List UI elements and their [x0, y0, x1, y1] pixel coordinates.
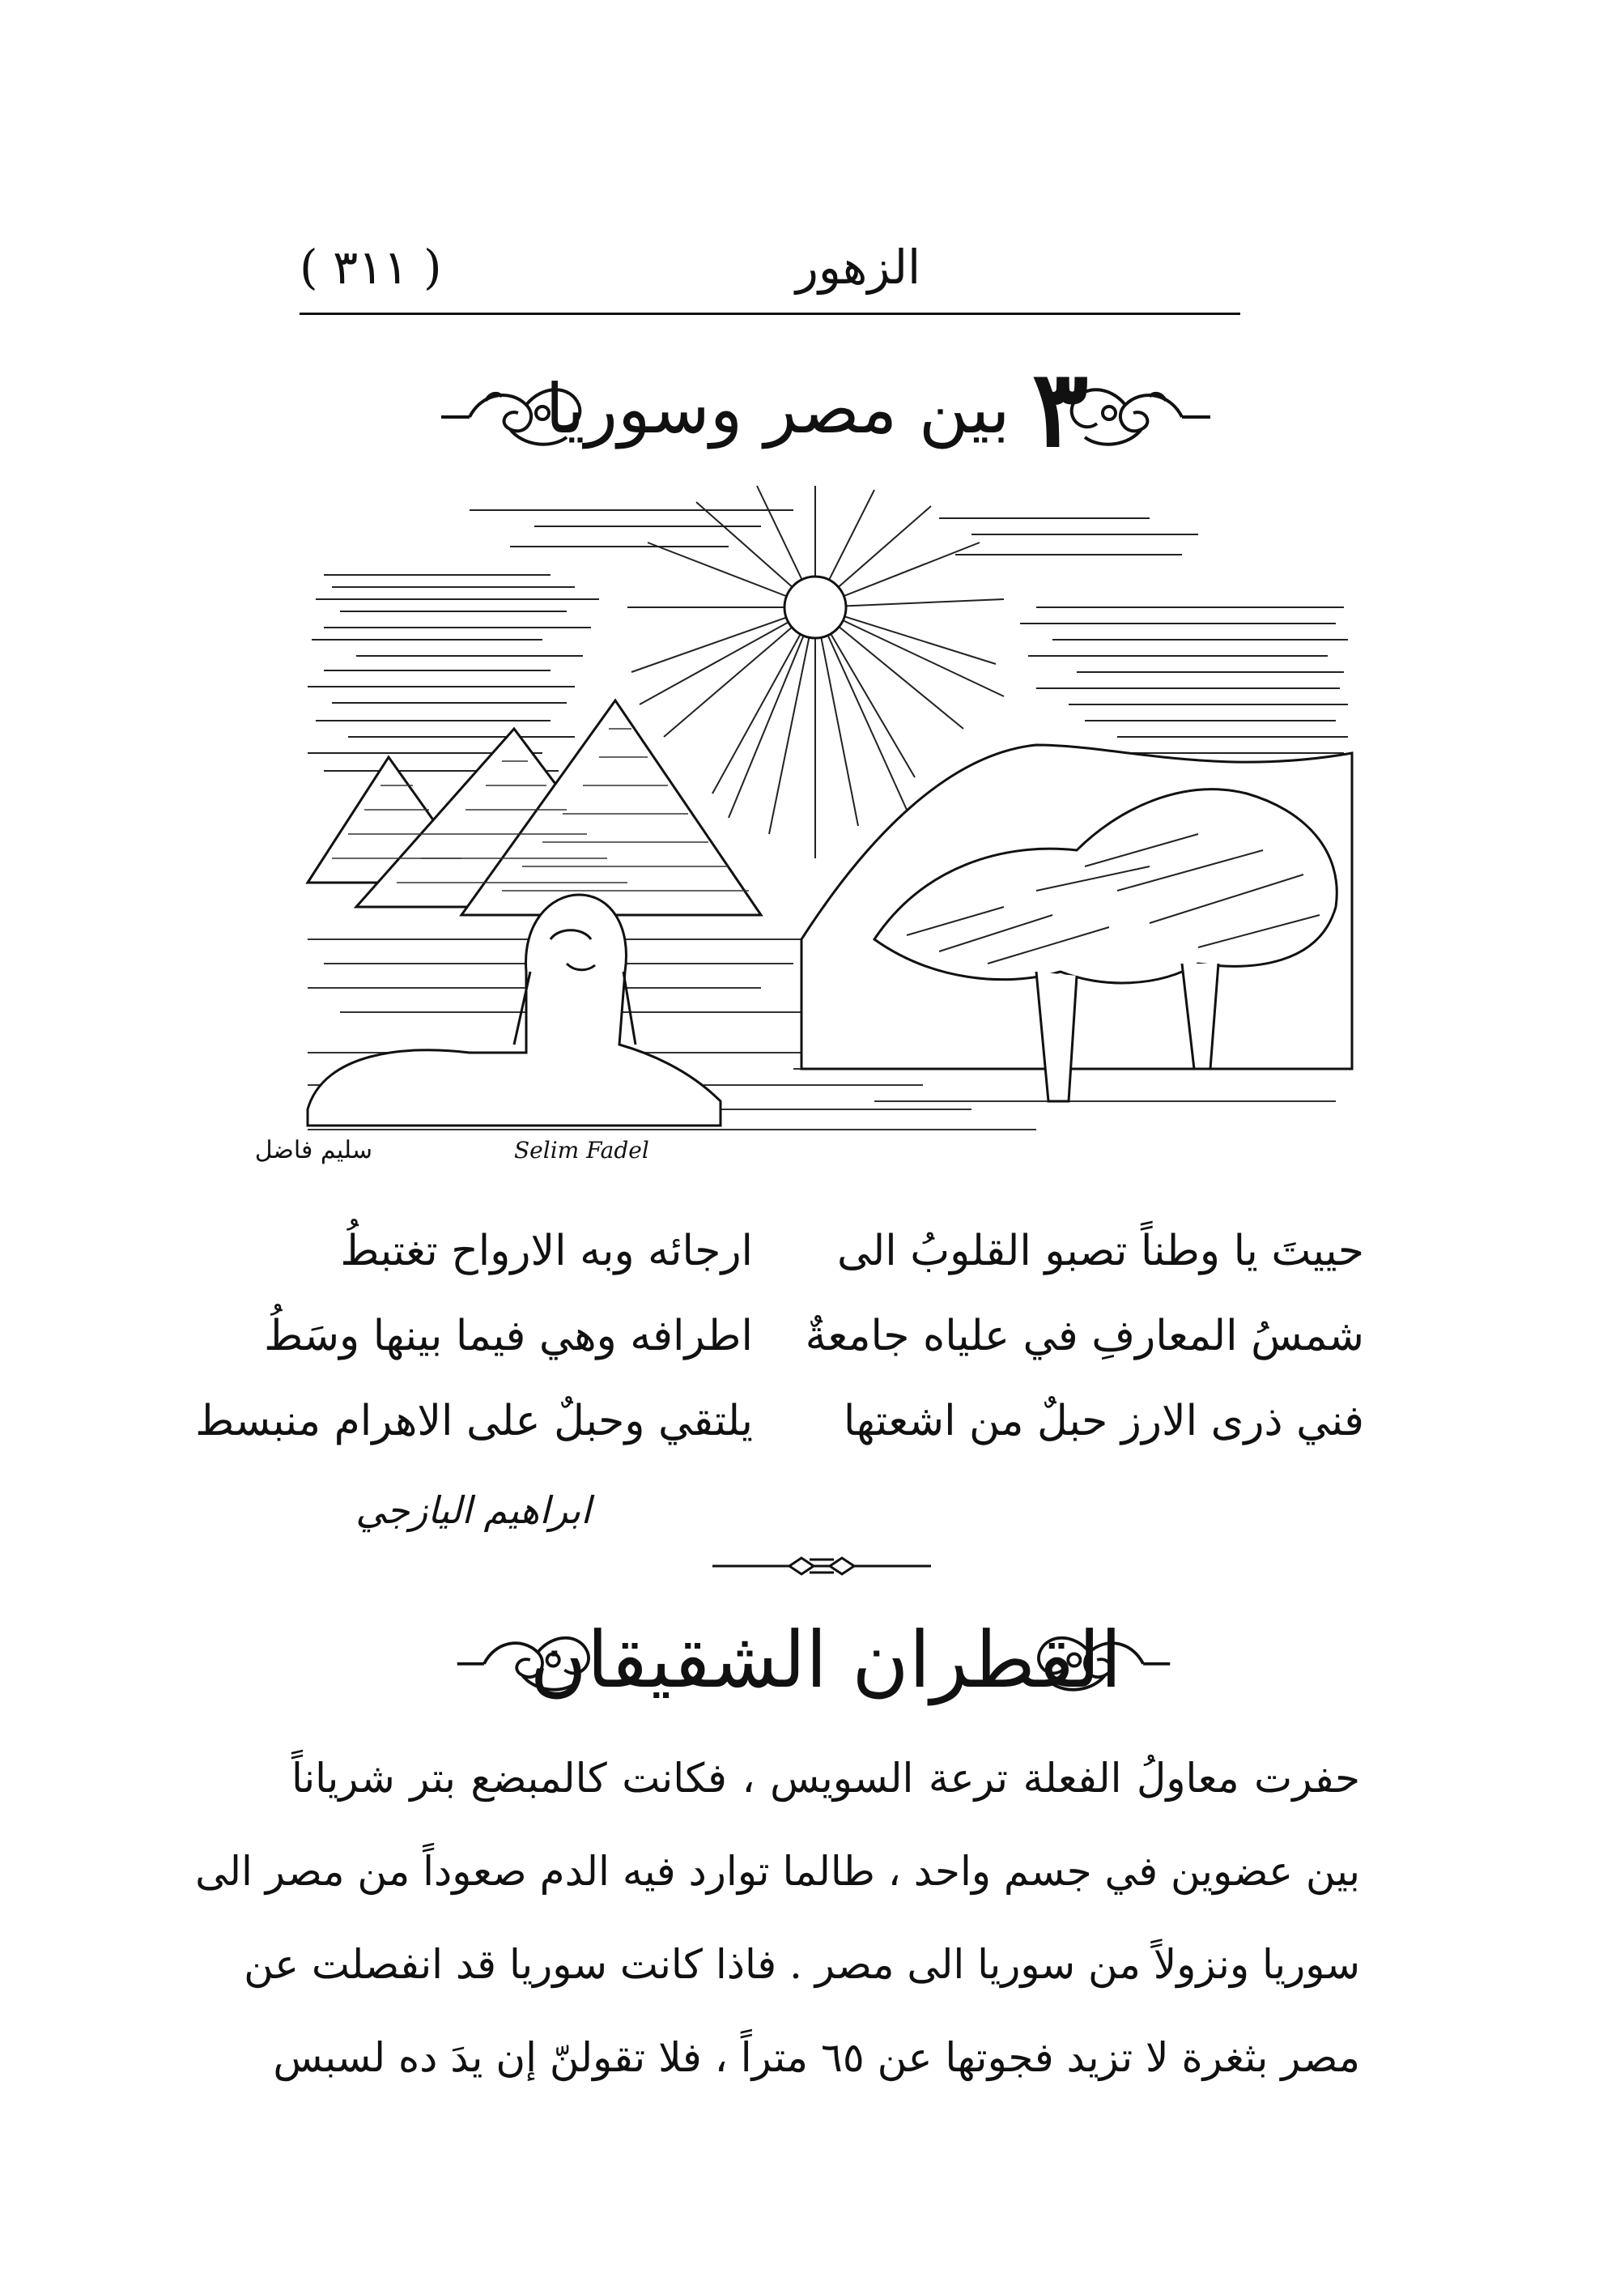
body-line-4: مصر بثغرة لا تزيد فجوتها عن ٦٥ متراً ، فلا تقولنّ إن يدَ ده لسبس	[273, 2034, 1360, 2081]
sphinx	[308, 895, 721, 1126]
poem-line-3-left: يلتقي وحبلٌ على الاهرام منبسط	[195, 1397, 753, 1445]
page-number: ( ٣١١ )	[300, 240, 442, 295]
section-number: ٣	[1031, 347, 1089, 470]
body-line-1: حفرت معاولُ الفعلة ترعة السويس ، فكانت كالمبضع بتر شرياناً	[291, 1755, 1360, 1802]
body-line-2: بين عضوين في جسم واحد ، طالما توارد فيه الدم صعوداً من مصر الى	[195, 1848, 1360, 1895]
section-divider-icon	[712, 1550, 931, 1582]
header-rule	[300, 313, 1240, 315]
sky-hatching	[308, 510, 1348, 771]
section-title-2-text: القطران الشقيقان	[529, 1615, 1122, 1705]
journal-title: الزهور	[795, 240, 921, 295]
body-line-3: سوريا ونزولاً من سوريا الى مصر . فاذا كانت سوريا قد انفصلت عن	[244, 1941, 1360, 1988]
poem-line-3-right: فني ذرى الارز حبلٌ من اشعتها	[843, 1397, 1364, 1445]
poem-author: ابراهيم اليازجي	[355, 1488, 591, 1532]
poem-line-2-left: اطرافه وهي فيما بينها وسَطُ	[264, 1312, 753, 1360]
poem-line-1-right: حييتَ يا وطناً تصبو القلوبُ الى	[837, 1227, 1364, 1275]
section-title-text: بين مصر وسوريا	[545, 369, 1010, 449]
running-header	[300, 235, 1239, 300]
right-ornament-icon-2	[1028, 1615, 1174, 1705]
poem-line-1-left: ارجائه وبه الارواح تغتبطُ	[340, 1227, 753, 1275]
illustration-pyramids-and-cedars	[254, 486, 1352, 1190]
poem-line-2-right: شمسُ المعارفِ في علياه جامعةٌ	[805, 1312, 1364, 1360]
artist-signature-latin: Selim Fadel	[514, 1137, 649, 1164]
sun	[784, 577, 846, 638]
artist-signature-arabic: سليم فاضل	[254, 1136, 372, 1164]
right-ornament-icon	[1061, 368, 1214, 458]
